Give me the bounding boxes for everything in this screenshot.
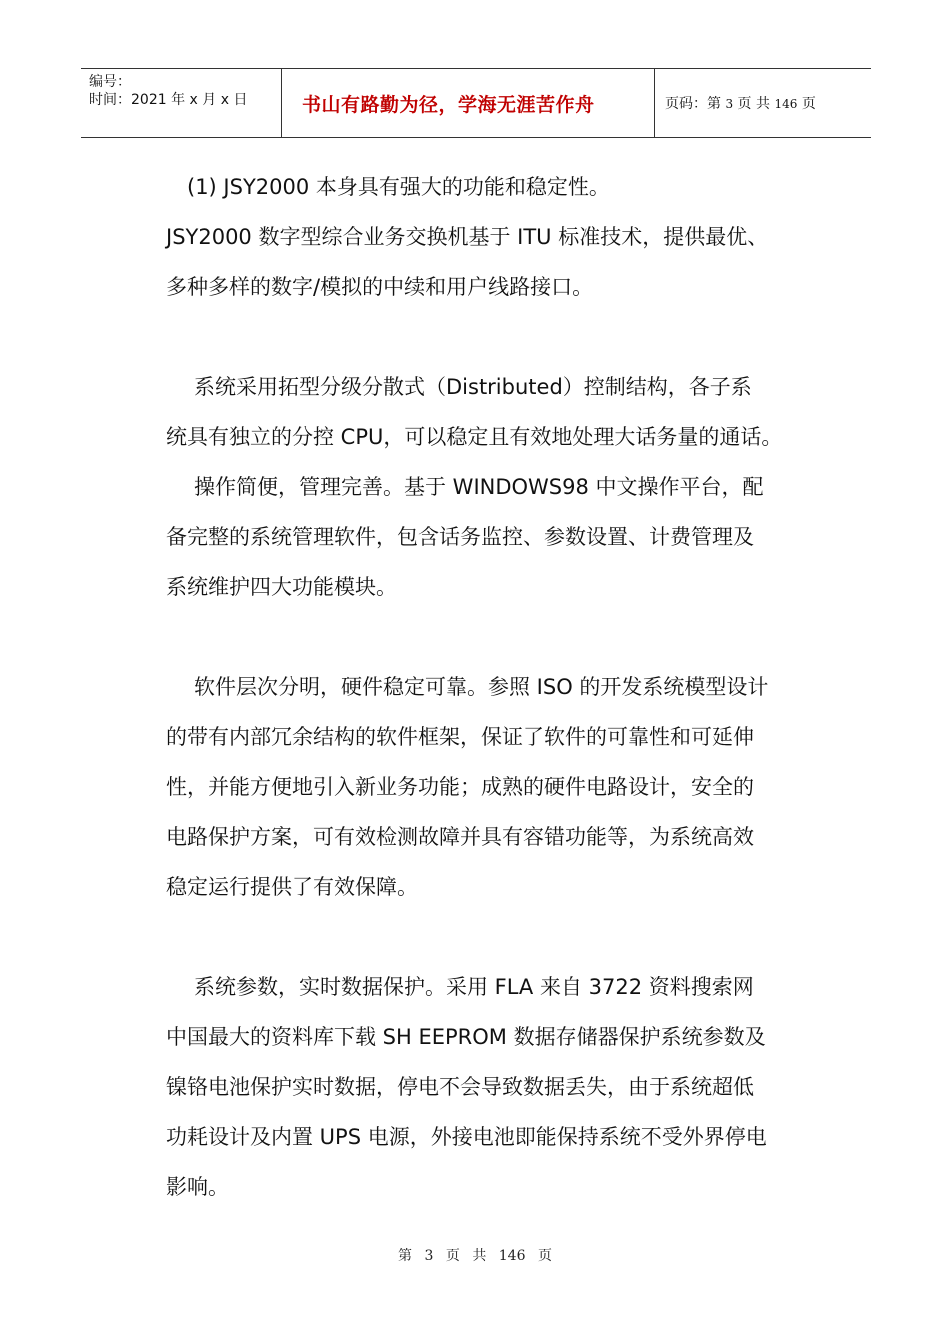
paragraph-line: 稳定运行提供了有效保障。 [166, 875, 418, 899]
header-meta-cell [81, 69, 282, 137]
page-header [81, 68, 871, 138]
footer-gong: 共 [472, 1248, 487, 1264]
paragraph-line: 镍铬电池保护实时数据，停电不会导致数据丢失，由于系统超低 [166, 1075, 754, 1099]
footer-total-pages: 146 [498, 1248, 526, 1264]
paragraph-line: JSY2000 数字型综合业务交换机基于 ITU 标准技术，提供最优、 [166, 225, 769, 249]
document-body [166, 162, 816, 1212]
page-footer [0, 1245, 950, 1265]
paragraph-line: 统具有独立的分控 CPU，可以稳定且有效地处理大话务量的通话。 [166, 425, 783, 449]
footer-di: 第 [398, 1248, 413, 1264]
paragraph-line: 软件层次分明，硬件稳定可靠。参照 ISO 的开发系统模型设计 [194, 675, 769, 699]
header-motto: 书山有路勤为径，学海无涯苦作舟 [302, 93, 595, 116]
paragraph-line: (1) JSY2000 本身具有强大的功能和稳定性。 [187, 175, 610, 199]
paragraph-line: 影响。 [166, 1175, 229, 1199]
paragraph-line: 的带有内部冗余结构的软件框架，保证了软件的可靠性和可延伸 [166, 725, 754, 749]
header-page-cell [655, 69, 871, 137]
header-page-info [665, 93, 816, 113]
document-number-label: 编号： [89, 74, 131, 90]
document-date: 时间：2021 年 x 月 x 日 [89, 92, 248, 108]
page-total: 146 [774, 97, 798, 111]
paragraph-line: 多种多样的数字/模拟的中续和用户线路接口。 [166, 275, 594, 299]
paragraph-line: 备完整的系统管理软件，包含话务监控、参数设置、计费管理及 [166, 525, 754, 549]
paragraph-line: 性，并能方便地引入新业务功能；成熟的硬件电路设计，安全的 [166, 775, 754, 799]
paragraph-line: 系统参数，实时数据保护。采用 FLA 来自 3722 资料搜索网 [194, 975, 754, 999]
paragraph-line: 操作简便，管理完善。基于 WINDOWS98 中文操作平台，配 [194, 475, 764, 499]
page-suffix: 页 [801, 96, 816, 112]
header-motto-cell [282, 69, 655, 137]
paragraph-line: 系统维护四大功能模块。 [166, 575, 397, 599]
footer-ye: 页 [445, 1248, 460, 1264]
paragraph-line: 电路保护方案，可有效检测故障并具有容错功能等，为系统高效 [166, 825, 754, 849]
page-mid: 页 共 [737, 96, 770, 112]
paragraph-line: 中国最大的资料库下载 SH EEPROM 数据存储器保护系统参数及 [166, 1025, 766, 1049]
paragraph-line: 功耗设计及内置 UPS 电源，外接电池即能保持系统不受外界停电 [166, 1125, 767, 1149]
footer-page-number: 3 [424, 1248, 434, 1264]
footer-ye2: 页 [537, 1248, 552, 1264]
page-number: 3 [725, 97, 734, 111]
paragraph-line: 系统采用拓型分级分散式（Distributed）控制结构，各子系 [194, 375, 752, 399]
page-prefix: 页码：第 [665, 96, 721, 112]
